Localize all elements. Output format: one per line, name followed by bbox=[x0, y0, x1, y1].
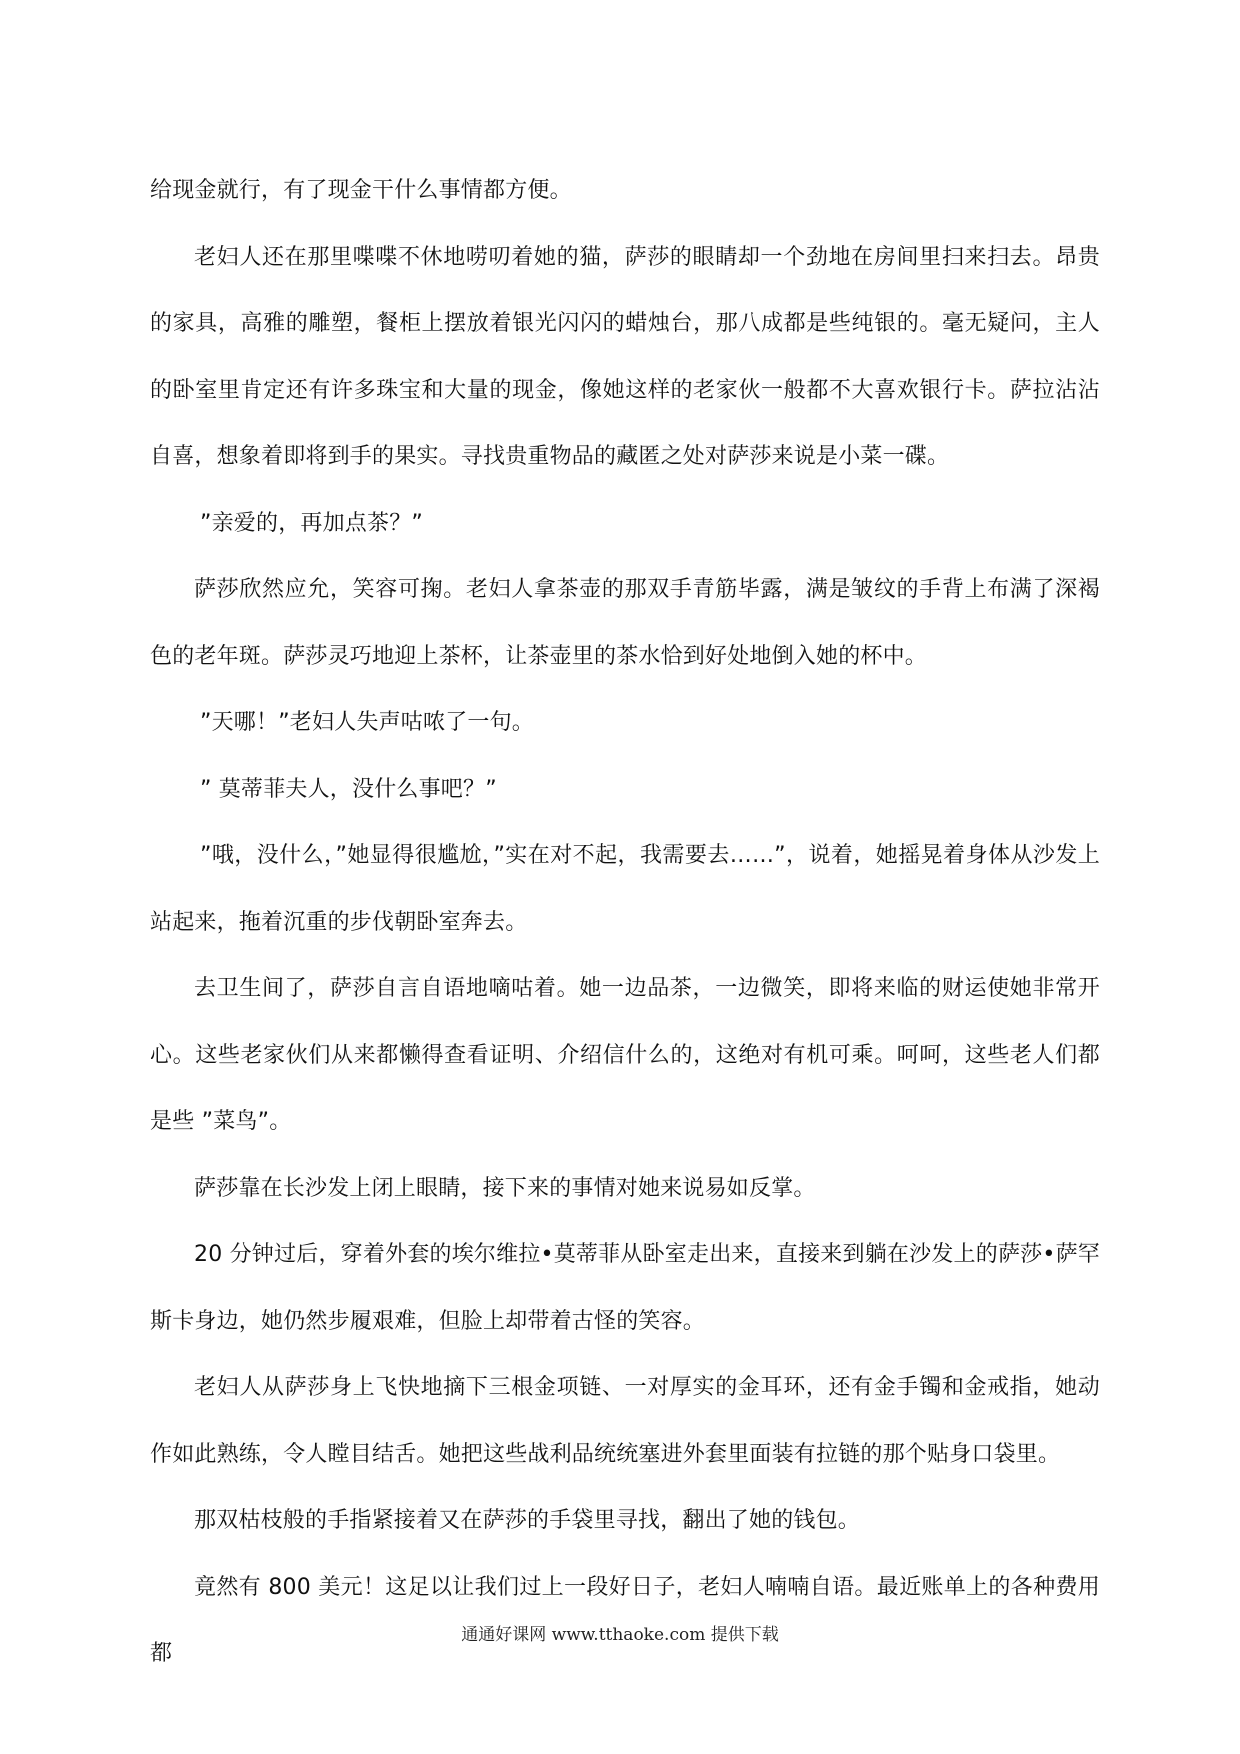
paragraph: 老妇人还在那里喋喋不休地唠叨着她的猫，萨莎的眼睛却一个劲地在房间里扫来扫去。昂贵的家具，高雅的雕塑，餐柜上摆放着银光闪闪的蜡烛台，那八成都是些纯银的。毫无疑问，主人的卧室里肯定还有许多珠宝和大量的现金，像她这样的老家伙一般都不大喜欢银行卡。萨拉沾沾自喜，想象着即将到手的果实。寻找贵重物品的藏匿之处对萨莎来说是小菜一碟。 bbox=[150, 244, 1100, 469]
paragraph-continuation: 给现金就行，有了现金干什么事情都方便。 bbox=[150, 178, 572, 203]
dialogue-paragraph: ”哦，没什么，”她显得很尴尬，”实在对不起，我需要去……”，说着，她摇晃着身体从沙发上站起来，拖着沉重的步伐朝卧室奔去。 bbox=[150, 843, 1100, 935]
dialogue-paragraph: ”天哪！”老妇人失声咕哝了一句。 bbox=[200, 710, 534, 735]
page-footer: 通通好课网 www.tthaoke.com 提供下载 bbox=[461, 1625, 779, 1645]
document-body bbox=[150, 158, 1100, 1688]
paragraph: 20 分钟过后，穿着外套的埃尔维拉•莫蒂菲从卧室走出来，直接来到躺在沙发上的萨莎•萨罕斯卡身边，她仍然步履艰难，但脸上却带着古怪的笑容。 bbox=[150, 1242, 1100, 1334]
paragraph: 那双枯枝般的手指紧接着又在萨莎的手袋里寻找，翻出了她的钱包。 bbox=[194, 1508, 861, 1533]
paragraph: 萨莎靠在长沙发上闭上眼睛，接下来的事情对她来说易如反掌。 bbox=[194, 1175, 816, 1201]
paragraph: 竟然有 800 美元！这足以让我们过上一段好日子，老妇人喃喃自语。最近账单上的各种费用都 bbox=[150, 1574, 1100, 1666]
paragraph: 去卫生间了，萨莎自言自语地嘀咕着。她一边品茶，一边微笑，即将来临的财运使她非常开心。这些老家伙们从来都懒得查看证明、介绍信什么的，这绝对有机可乘。呵呵，这些老人们都是些 ”菜鸟”。 bbox=[150, 976, 1100, 1134]
paragraph: 老妇人从萨莎身上飞快地摘下三根金项链、一对厚实的金耳环，还有金手镯和金戒指，她动作如此熟练，令人瞠目结舌。她把这些战利品统统塞进外套里面装有拉链的那个贴身口袋里。 bbox=[150, 1375, 1100, 1467]
dialogue-paragraph: ” 莫蒂菲夫人，没什么事吧？” bbox=[200, 776, 497, 802]
paragraph: 萨莎欣然应允，笑容可掬。老妇人拿茶壶的那双手青筋毕露，满是皱纹的手背上布满了深褐色的老年斑。萨莎灵巧地迎上茶杯，让茶壶里的茶水恰到好处地倒入她的杯中。 bbox=[150, 577, 1100, 669]
dialogue-paragraph: ”亲爱的，再加点茶？” bbox=[200, 510, 423, 536]
